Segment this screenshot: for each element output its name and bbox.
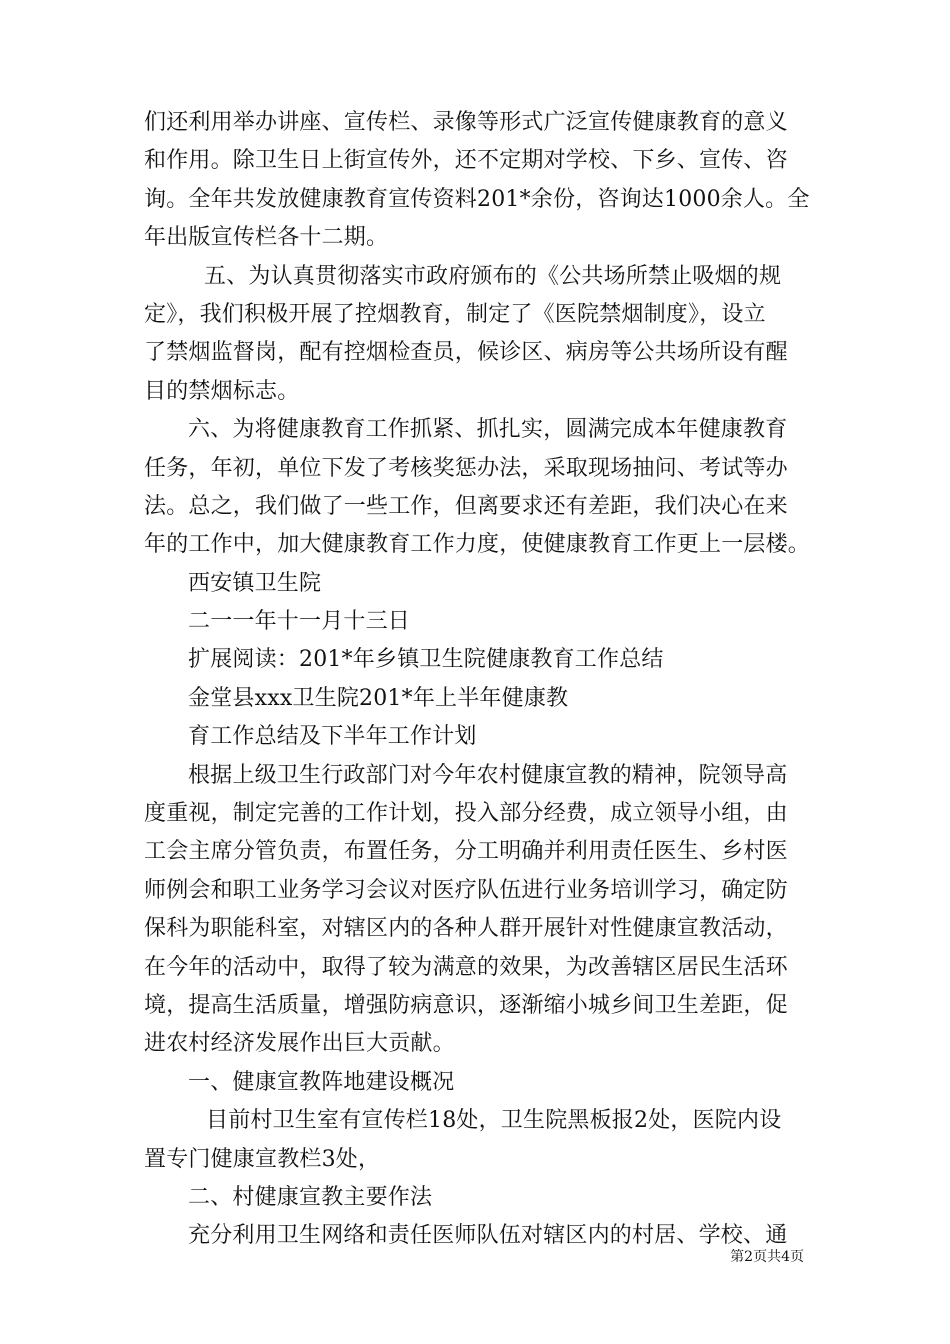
text-line: 保科为职能科室，对辖区内的各种人群开展针对性健康宣教活动， — [144, 916, 788, 942]
heading-line: 二、村健康宣教主要作法 — [188, 1184, 433, 1210]
text-line: 境，提高生活质量，增强防病意识，逐渐缩小城乡间卫生差距，促 — [144, 992, 788, 1018]
text-line: 定》，我们积极开展了控烟教育，制定了《医院禁烟制度》，设立 — [144, 301, 766, 327]
text-line: 年的工作中，加大健康教育工作力度，使健康教育工作更上一层楼。 — [144, 532, 811, 558]
heading-line: 一、健康宣教阵地建设概况 — [188, 1069, 455, 1095]
text-line: 根据上级卫生行政部门对今年农村健康宣教的精神，院领导高 — [188, 762, 788, 788]
text-line: 法。总之，我们做了一些工作，但离要求还有差距，我们决心在来 — [144, 493, 788, 519]
text-line: 工会主席分管负责，布置任务，分工明确并利用责任医生、乡村医 — [144, 839, 788, 865]
document-body — [144, 104, 814, 1256]
extended-reading-title: 扩展阅读：201*年乡镇卫生院健康教育工作总结 — [188, 647, 664, 673]
text-line: 年出版宣传栏各十二期。 — [144, 225, 389, 251]
text-line: 们还利用举办讲座、宣传栏、录像等形式广泛宣传健康教育的意义 — [144, 110, 788, 135]
page-number: 第2页共4页 — [730, 1249, 804, 1265]
text-line: 询。全年共发放健康教育宣传资料201*余份，咨询达1000余人。全 — [144, 186, 810, 212]
section-title: 育工作总结及下半年工作计划 — [188, 724, 477, 750]
text-line: 和作用。除卫生日上街宣传外，还不定期对学校、下乡、宣传、咨 — [144, 148, 788, 174]
section-title: 金堂县xxx卫生院201*年上半年健康教 — [188, 685, 569, 711]
text-line: 六、为将健康教育工作抓紧、抓扎实，圆满完成本年健康教育 — [188, 417, 788, 443]
text-line: 了禁烟监督岗，配有控烟检查员，候诊区、病房等公共场所设有醒 — [144, 340, 788, 366]
text-line: 在今年的活动中，取得了较为满意的效果，为改善辖区居民生活环 — [144, 954, 788, 980]
text-line: 目前村卫生室有宣传栏18处，卫生院黑板报2处，医院内设 — [206, 1108, 782, 1134]
text-line: 任务，年初，单位下发了考核奖惩办法，采取现场抽问、考试等办 — [144, 455, 788, 481]
text-line: 目的禁烟标志。 — [144, 378, 300, 404]
text-line: 充分利用卫生网络和责任医师队伍对辖区内的村居、学校、通 — [188, 1223, 788, 1249]
text-line: 进农村经济发展作出巨大贡献。 — [144, 1031, 455, 1057]
text-line: 置专门健康宣教栏3处， — [144, 1146, 381, 1172]
text-line: 度重视，制定完善的工作计划，投入部分经费，成立领导小组，由 — [144, 801, 788, 827]
signature-date: 二一一年十一月十三日 — [188, 609, 411, 635]
signature-org: 西安镇卫生院 — [188, 570, 322, 596]
text-line: 五、为认真贯彻落实市政府颁布的《公共场所禁止吸烟的规 — [204, 263, 782, 289]
text-line: 师例会和职工业务学习会议对医疗队伍进行业务培训学习，确定防 — [144, 877, 788, 903]
